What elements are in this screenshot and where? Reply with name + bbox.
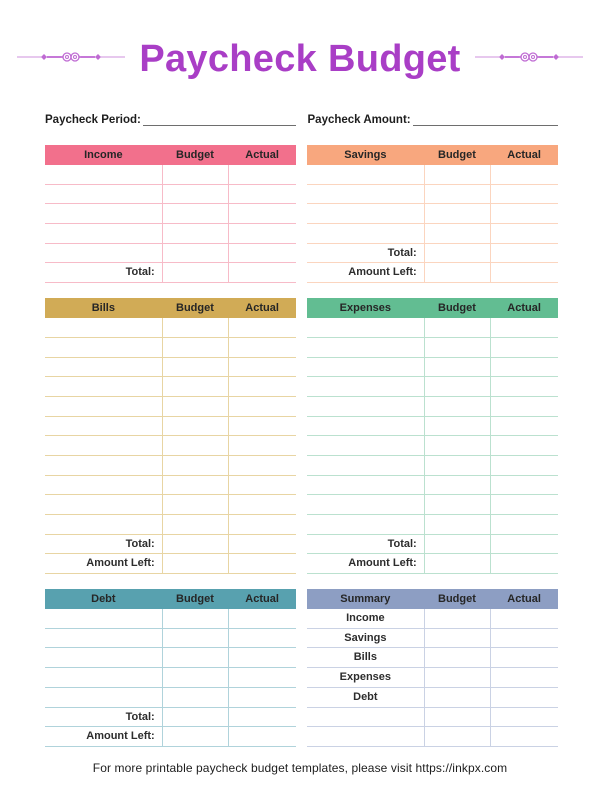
table-row [307,397,558,417]
budget-cell [424,338,491,357]
actual-column-header: Actual [245,149,279,161]
budget-cell [162,436,229,455]
paycheck-period-blank [143,111,296,126]
budget-cell [424,727,491,746]
budget-cell [162,165,229,184]
actual-cell [490,165,558,184]
table-row [307,535,558,555]
table-header [45,589,296,609]
budget-cell [162,609,229,628]
table-debt [45,589,296,747]
budget-cell [424,609,491,628]
table-row [45,358,296,378]
actual-cell [490,318,558,337]
actual-cell [228,456,296,475]
row-label: Savings [344,631,387,644]
row-label [45,609,162,628]
row-label: Amount Left: [86,557,155,570]
row-label [45,338,162,357]
budget-cell [162,224,229,243]
row-label [45,456,162,475]
budget-cell [162,515,229,534]
row-label [307,358,424,377]
budget-cell [162,377,229,396]
row-label [45,436,162,455]
row-label: Debt [353,690,378,703]
row-label: Total: [125,266,155,279]
table-row [45,456,296,476]
budget-cell [162,244,229,263]
title-row [0,30,600,88]
row-label [45,397,162,416]
table-row [45,727,296,747]
budget-cell [424,417,491,436]
actual-cell [228,436,296,455]
row-label [307,204,424,223]
table-row [45,224,296,244]
actual-cell [228,377,296,396]
actual-cell [228,224,296,243]
budget-cell [424,185,491,204]
table-header [307,589,558,609]
table-row [45,476,296,496]
actual-column-header: Actual [507,149,541,161]
table-row [307,263,558,283]
table-row [45,417,296,437]
table-row [307,629,558,649]
budget-column-header: Budget [438,302,476,315]
table-title: Income [84,149,123,161]
actual-cell [228,629,296,648]
budget-cell [162,554,229,573]
row-label [307,456,424,475]
row-label [307,495,424,514]
budget-cell [162,629,229,648]
table-row [45,263,296,283]
table-header [307,145,558,165]
table-title: Summary [340,593,391,606]
table-row [45,165,296,185]
budget-cell [162,495,229,514]
row-label [307,165,424,184]
actual-cell [490,629,558,648]
footer-note: For more printable paycheck budget templates, please visit https://inkpx.com [92,760,508,775]
row-label [45,318,162,337]
actual-cell [228,515,296,534]
table-row [45,609,296,629]
row-label [45,476,162,495]
budget-column-header: Budget [176,302,214,315]
row-label [45,417,162,436]
table-row [307,377,558,397]
row-label [307,476,424,495]
actual-cell [228,708,296,727]
table-row [307,648,558,668]
actual-cell [490,436,558,455]
budget-cell [424,668,491,687]
table-row [45,318,296,338]
budget-cell [424,456,491,475]
table-row [307,456,558,476]
table-row [307,708,558,728]
paycheck-amount-field [308,108,559,126]
actual-cell [490,244,558,263]
table-row [45,495,296,515]
budget-cell [424,708,491,727]
row-label [307,727,424,746]
budget-cell [162,338,229,357]
actual-column-header: Actual [245,302,279,315]
row-label [45,377,162,396]
row-label [307,515,424,534]
table-row [307,727,558,747]
actual-cell [228,609,296,628]
actual-cell [490,495,558,514]
table-row [45,397,296,417]
row-label [45,495,162,514]
flourish-right-icon [475,50,583,69]
budget-cell [424,224,491,243]
row-label [45,515,162,534]
table-row [307,417,558,437]
budget-cell [424,436,491,455]
row-label [45,185,162,204]
actual-cell [490,535,558,554]
budget-cell [424,515,491,534]
actual-cell [228,185,296,204]
actual-cell [228,397,296,416]
table-income [45,145,296,283]
budget-cell [162,397,229,416]
budget-cell [162,708,229,727]
actual-cell [228,417,296,436]
row-label: Income [346,612,385,625]
flourish-left-icon [17,50,125,69]
row-label [307,224,424,243]
actual-cell [490,456,558,475]
row-label [307,417,424,436]
budget-cell [424,535,491,554]
row-label: Amount Left: [348,557,417,570]
budget-cell [424,377,491,396]
budget-cell [424,397,491,416]
page-title: Paycheck Budget [139,38,461,80]
table-row [45,554,296,574]
row-label [45,224,162,243]
table-row [45,629,296,649]
budget-column-header: Budget [176,149,214,161]
actual-cell [490,377,558,396]
actual-cell [490,688,558,707]
actual-cell [228,318,296,337]
actual-cell [490,515,558,534]
budget-column-header: Budget [176,593,214,606]
budget-cell [424,629,491,648]
budget-cell [162,417,229,436]
budget-cell [162,668,229,687]
budget-cell [162,476,229,495]
table-title: Expenses [339,302,392,315]
budget-cell [162,535,229,554]
budget-cell [424,554,491,573]
table-savings [307,145,558,283]
actual-column-header: Actual [507,593,541,606]
actual-cell [228,244,296,263]
budget-cell [162,358,229,377]
row-label: Total: [387,537,417,550]
budget-cell [162,688,229,707]
table-row [307,515,558,535]
paycheck-period-field [45,108,296,126]
actual-cell [490,263,558,282]
table-title: Savings [344,149,387,161]
table-row [307,338,558,358]
table-row [45,185,296,205]
budget-cell [424,476,491,495]
actual-cell [490,224,558,243]
row-label: Bills [353,651,377,664]
budget-cell [162,648,229,667]
budget-cell [162,263,229,282]
tables-grid [45,145,558,747]
actual-column-header: Actual [245,593,279,606]
table-row [307,318,558,338]
budget-cell [162,204,229,223]
table-row [45,204,296,224]
actual-cell [228,688,296,707]
row-label [307,436,424,455]
table-row [45,668,296,688]
row-label [45,244,162,263]
budget-cell [162,456,229,475]
budget-column-header: Budget [438,149,476,161]
paycheck-amount-label: Paycheck Amount: [307,114,411,126]
budget-cell [424,648,491,667]
budget-cell [424,688,491,707]
actual-cell [228,204,296,223]
row-label: Amount Left: [86,730,155,743]
table-title: Bills [91,302,115,315]
budget-cell [162,727,229,746]
actual-cell [228,263,296,282]
row-label: Total: [387,246,417,259]
actual-cell [490,417,558,436]
budget-cell [424,318,491,337]
table-row [307,244,558,264]
table-row [45,377,296,397]
budget-cell [424,165,491,184]
table-bills [45,298,296,574]
actual-cell [228,165,296,184]
table-row [307,495,558,515]
budget-cell [424,263,491,282]
budget-cell [424,358,491,377]
table-row [45,436,296,456]
row-label [307,185,424,204]
actual-cell [490,609,558,628]
row-label: Total: [125,537,155,550]
budget-cell [424,495,491,514]
actual-cell [228,338,296,357]
actual-cell [228,648,296,667]
row-label [307,708,424,727]
actual-cell [228,727,296,746]
table-row [307,609,558,629]
paycheck-period-label: Paycheck Period: [45,114,141,126]
table-header [307,298,558,318]
table-summary [307,589,558,747]
actual-column-header: Actual [507,302,541,315]
row-label [45,648,162,667]
table-row [307,668,558,688]
table-expenses [307,298,558,574]
row-label [307,318,424,337]
actual-cell [490,204,558,223]
table-row [45,244,296,264]
row-label [307,338,424,357]
actual-cell [490,185,558,204]
budget-cell [424,204,491,223]
row-label [45,688,162,707]
actual-cell [228,535,296,554]
table-row [307,476,558,496]
paycheck-amount-blank [413,111,558,126]
actual-cell [490,668,558,687]
budget-column-header: Budget [438,593,476,606]
paycheck-fields-row [45,108,558,126]
row-label: Expenses [339,671,392,684]
row-label [45,668,162,687]
table-row [307,358,558,378]
table-header [45,145,296,165]
row-label [45,358,162,377]
row-label [307,397,424,416]
actual-cell [228,668,296,687]
actual-cell [490,397,558,416]
table-row [307,204,558,224]
actual-cell [228,358,296,377]
actual-cell [490,708,558,727]
table-row [45,338,296,358]
budget-cell [162,185,229,204]
table-row [307,165,558,185]
table-row [307,554,558,574]
table-header [45,298,296,318]
actual-cell [228,495,296,514]
table-row [307,688,558,708]
budget-cell [424,244,491,263]
budget-cell [162,318,229,337]
row-label: Total: [125,710,155,723]
table-row [45,515,296,535]
table-row [45,648,296,668]
table-row [45,708,296,728]
row-label [45,629,162,648]
actual-cell [490,338,558,357]
actual-cell [228,476,296,495]
actual-cell [490,727,558,746]
table-title: Debt [91,593,116,606]
row-label [45,165,162,184]
actual-cell [490,554,558,573]
actual-cell [490,476,558,495]
actual-cell [490,358,558,377]
table-row [45,688,296,708]
table-row [307,185,558,205]
row-label: Amount Left: [348,266,417,279]
actual-cell [490,648,558,667]
row-label [45,204,162,223]
actual-cell [228,554,296,573]
table-row [45,535,296,555]
table-row [307,224,558,244]
table-row [307,436,558,456]
row-label [307,377,424,396]
